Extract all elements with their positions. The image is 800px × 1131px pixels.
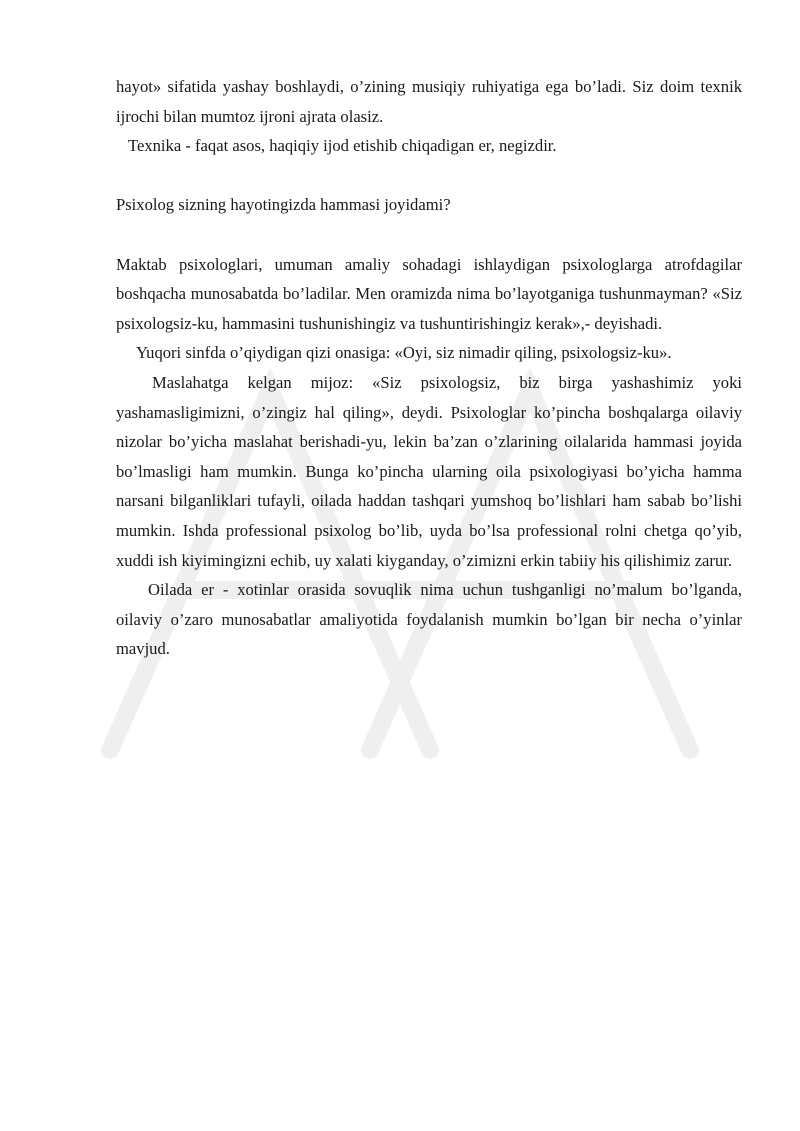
paragraph-6: Oilada er - xotinlar orasida sovuqlik nima uchun tushganligi no’malum bo’lganda, oilaviy o’zaro munosabatlar amaliyotida foydalanish mumkin bo’lgan bir necha o’yinlar mavjud. [116,580,742,659]
paragraph-5: Maslahatga kelgan mijoz: «Siz psixologsiz, biz birga yashashimiz yoki yashamasligimizni, o’zingiz hal qiling», deydi. Psixologlar ko’pincha boshqalarga oilaviy nizolar bo’yicha maslahat berishadi-yu, lekin ba’zan o’zlarining oilalarida hammasi joyida bo’lmasligi ham mumkin. Bunga ko’pincha ularning oila psixologiyasi bo’yicha hamma narsani bilganliklari tufayli, oilada haddan tashqari yumshoq bo’lishlari ham sabab bo’lishi mumkin. Ishda professional psixolog bo’lib, uyda bo’lsa professional rolni chetga qo’yib, xuddi ish kiyimingizni echib, uy xalati kiyganday, o’zimizni erkin tabiiy his qilishimiz zarur. [116,372,742,570]
paragraph-3: Maktab psixologlari, umuman amaliy sohadagi ishlaydigan psixologlarga atrofdagilar boshqacha munosabatda bo’ladilar. Men oramizda nima bo’layotganiga tushunmayman? «Siz psixologsiz-ku, hammasini tushunishingiz va tushuntirishingiz kerak»,- deyishadi. [116,254,742,333]
paragraph-1: hayot» sifatida yashay boshlaydi, o’zining musiqiy ruhiyatiga ega bo’ladi. Siz doim texnik ijrochi bilan mumtoz ijroni ajrata olasiz. [116,77,742,126]
paragraph-gap [116,161,742,191]
paragraph-2: Texnika - faqat asos, haqiqiy ijod etishib chiqadigan er, negizdir. [128,136,557,156]
paragraph-gap [116,220,742,250]
section-question: Psixolog sizning hayotingizda hammasi joyidami? [116,195,451,215]
document-body [116,72,742,664]
paragraph-4: Yuqori sinfda o’qiydigan qizi onasiga: «Oyi, siz nimadir qiling, psixologsiz-ku». [136,343,672,363]
